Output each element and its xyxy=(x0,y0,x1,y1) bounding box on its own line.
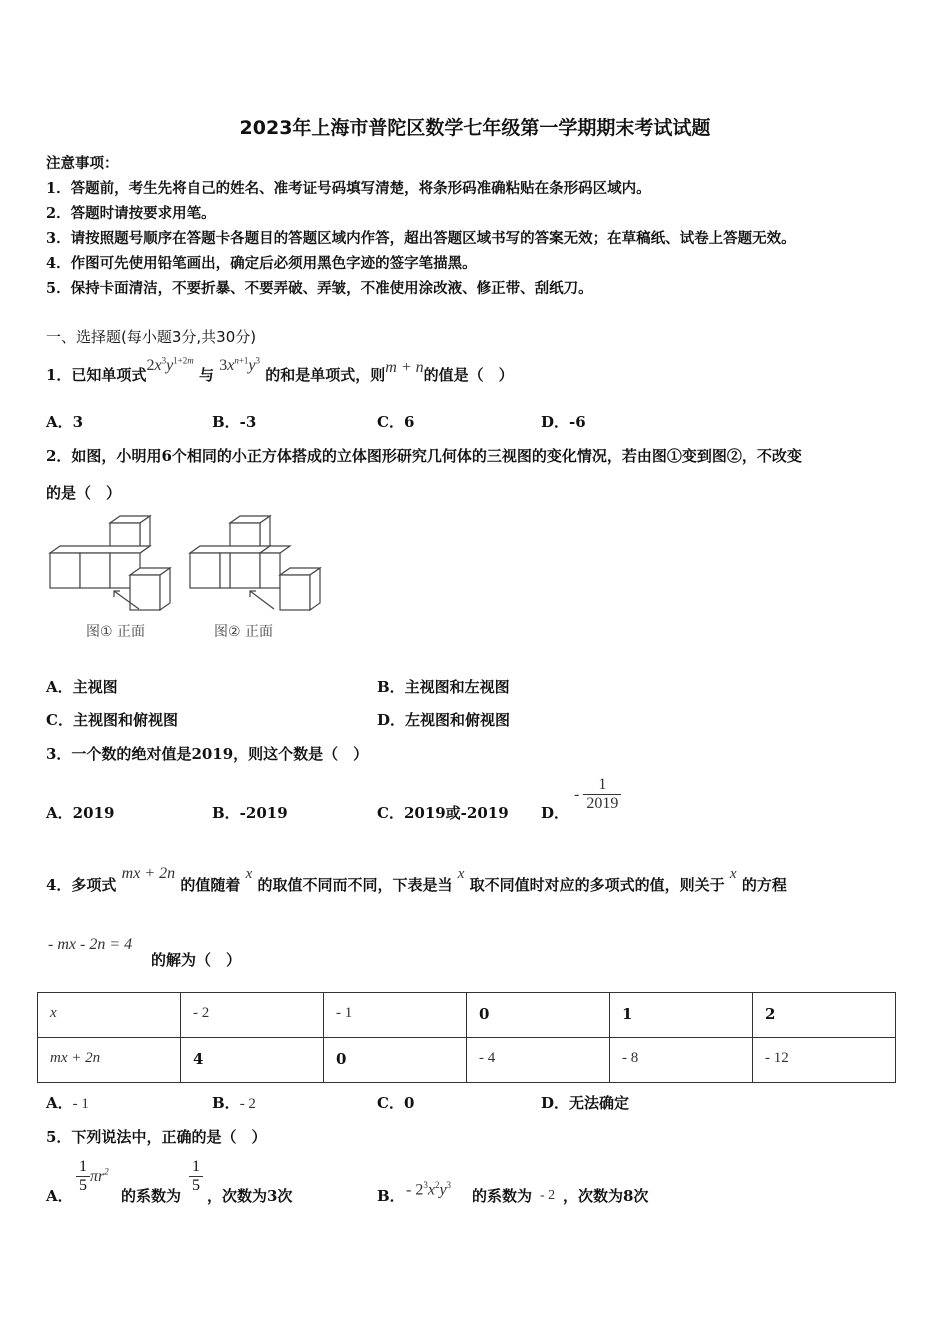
option-value: - 2 xyxy=(239,1096,256,1112)
q4-polynomial: mx + 2n xyxy=(121,865,176,882)
q5-a-text2: ，次数为3次 xyxy=(207,1187,293,1205)
q3-option-d-fraction xyxy=(574,776,621,813)
option-b xyxy=(212,1092,256,1113)
table-cell: 2 xyxy=(753,993,896,1038)
option-d: D．-6 xyxy=(541,413,586,431)
table-cell: 4 xyxy=(181,1038,324,1083)
option-label: A． xyxy=(46,1094,73,1112)
table-cell: 1 xyxy=(610,993,753,1038)
option-b: B．-3 xyxy=(212,413,257,431)
option-text: 的系数为 xyxy=(121,1187,182,1205)
figure-1-label: 图① 正面 xyxy=(86,624,146,640)
figure-2-label: 图② 正面 xyxy=(214,624,274,640)
note-item: 4．作图可先使用铅笔画出，确定后必须用黑色字迹的签字笔描黑。 xyxy=(46,255,477,272)
arrow-2 xyxy=(250,591,274,609)
table-cell: 0 xyxy=(467,993,610,1038)
option-b: B．主视图和左视图 xyxy=(377,678,510,696)
q4-equation: - mx - 2n = 4 xyxy=(48,936,133,953)
q5-b-coef: - 2 xyxy=(540,1188,556,1203)
table-cell: - 12 xyxy=(753,1038,896,1083)
figure-1-cubes xyxy=(50,516,170,610)
table-cell: 0 xyxy=(324,1038,467,1083)
note-item: 1．答题前，考生先将自己的姓名、准考证号码填写清楚，将条形码准确粘贴在条形码区域内。 xyxy=(46,180,651,197)
fraction-numerator: 1 xyxy=(189,1158,203,1177)
q1-monomial-2: $3x^{n+1}y^3$ xyxy=(219,355,261,374)
note-item: 2．答题时请按要求用笔。 xyxy=(46,205,216,222)
q1-end: 的值是（ ） xyxy=(423,366,514,384)
q5-b-text: 的系数为 xyxy=(472,1187,533,1205)
q1-monomial-1: $2x^3y^{1+2m}$ xyxy=(146,355,194,374)
q5-b-text2: ，次数为8次 xyxy=(563,1187,649,1205)
q4-text: 的方程 xyxy=(741,876,787,894)
table-cell: - 2 xyxy=(181,993,324,1038)
table-cell: - 8 xyxy=(610,1038,753,1083)
q1-sum-expr: m + n xyxy=(385,359,424,376)
note-item: 5．保持卡面清洁，不要折暴、不要弄破、弄皱，不准使用涂改液、修正带、刮纸刀。 xyxy=(46,280,593,297)
fraction-numerator: 1 xyxy=(583,776,621,795)
option-c: C．6 xyxy=(377,413,415,431)
var-x: x xyxy=(729,866,737,882)
option-label: B． xyxy=(212,1094,240,1112)
table-row xyxy=(38,993,896,1038)
option-c: C．2019或-2019 xyxy=(377,804,509,822)
values-table xyxy=(37,992,896,1083)
q1-line xyxy=(46,355,514,385)
q1-prefix: 1．已知单项式 xyxy=(46,366,147,384)
option-c: C．主视图和俯视图 xyxy=(46,711,178,729)
var-x: x xyxy=(457,866,465,882)
table-cell: mx + 2n xyxy=(38,1038,181,1083)
note-item: 3．请按照题号顺序在答题卡各题目的答题区域内作答，超出答题区域书写的答案无效；在草稿纸、试卷上答题无效。 xyxy=(46,230,796,247)
q5-option-a-expr: $\frac{1}{5}$ $\pi r^2$ xyxy=(76,1158,109,1195)
var-x: x xyxy=(245,866,253,882)
fraction-denominator: 5 xyxy=(192,1177,200,1194)
q3-text: 3．一个数的绝对值是2019，则这个数是（ ） xyxy=(46,745,369,763)
option-d: D．左视图和俯视图 xyxy=(377,711,511,729)
fraction-numerator: 1 xyxy=(76,1158,90,1177)
q4-text: 的值随着 xyxy=(180,876,241,894)
q4-line xyxy=(46,865,787,895)
figure-2-cubes xyxy=(190,516,320,610)
q4-text: 取不同值时对应的多项式的值，则关于 xyxy=(469,876,725,894)
q4-prefix: 4．多项式 xyxy=(46,876,117,894)
option-d: D．无法确定 xyxy=(541,1094,630,1112)
minus-sign: - xyxy=(574,785,580,803)
q2-line1: 2．如图，小明用6个相同的小正方体搭成的立体图形研究几何体的三视图的变化情况，若由图①变到图②，不改变 xyxy=(46,447,802,465)
q5-option-b-expr: - $2^3x^2y^3$ xyxy=(406,1180,452,1199)
option-value: - 1 xyxy=(72,1096,89,1112)
page-title: 2023年上海市普陀区数学七年级第一学期期末考试试题 xyxy=(239,117,711,139)
option-b: B．-2019 xyxy=(212,804,288,822)
q5-text: 5．下列说法中，正确的是（ ） xyxy=(46,1128,267,1146)
option-d: D． xyxy=(541,804,570,822)
q4-ask: 的解为（ ） xyxy=(151,951,242,969)
q2-line2: 的是（ ） xyxy=(46,484,122,502)
q5-a-text xyxy=(121,1185,181,1206)
option-c: C．0 xyxy=(377,1094,415,1112)
notes-heading: 注意事项： xyxy=(46,155,119,172)
option-b-label: B． xyxy=(377,1187,405,1205)
fraction-denominator: 2019 xyxy=(586,795,619,812)
q1-mid: 与 xyxy=(198,366,214,384)
q1-suffix: 的和是单项式，则 xyxy=(265,366,386,384)
q4-text: 的取值不同而不同，下表是当 xyxy=(257,876,453,894)
option-a xyxy=(46,1092,89,1113)
option-a-label: A． xyxy=(46,1187,73,1205)
table-cell: - 4 xyxy=(467,1038,610,1083)
section-heading: 一、选择题(每小题3分,共30分) xyxy=(46,328,257,346)
fraction-denominator: 5 xyxy=(79,1177,87,1194)
option-a: A．主视图 xyxy=(46,678,118,696)
table-cell: x xyxy=(38,993,181,1038)
option-a: A．3 xyxy=(46,413,84,431)
q5-a-coef xyxy=(189,1158,203,1195)
option-a: A．2019 xyxy=(46,804,115,822)
table-cell: - 1 xyxy=(324,993,467,1038)
table-row xyxy=(38,1038,896,1083)
